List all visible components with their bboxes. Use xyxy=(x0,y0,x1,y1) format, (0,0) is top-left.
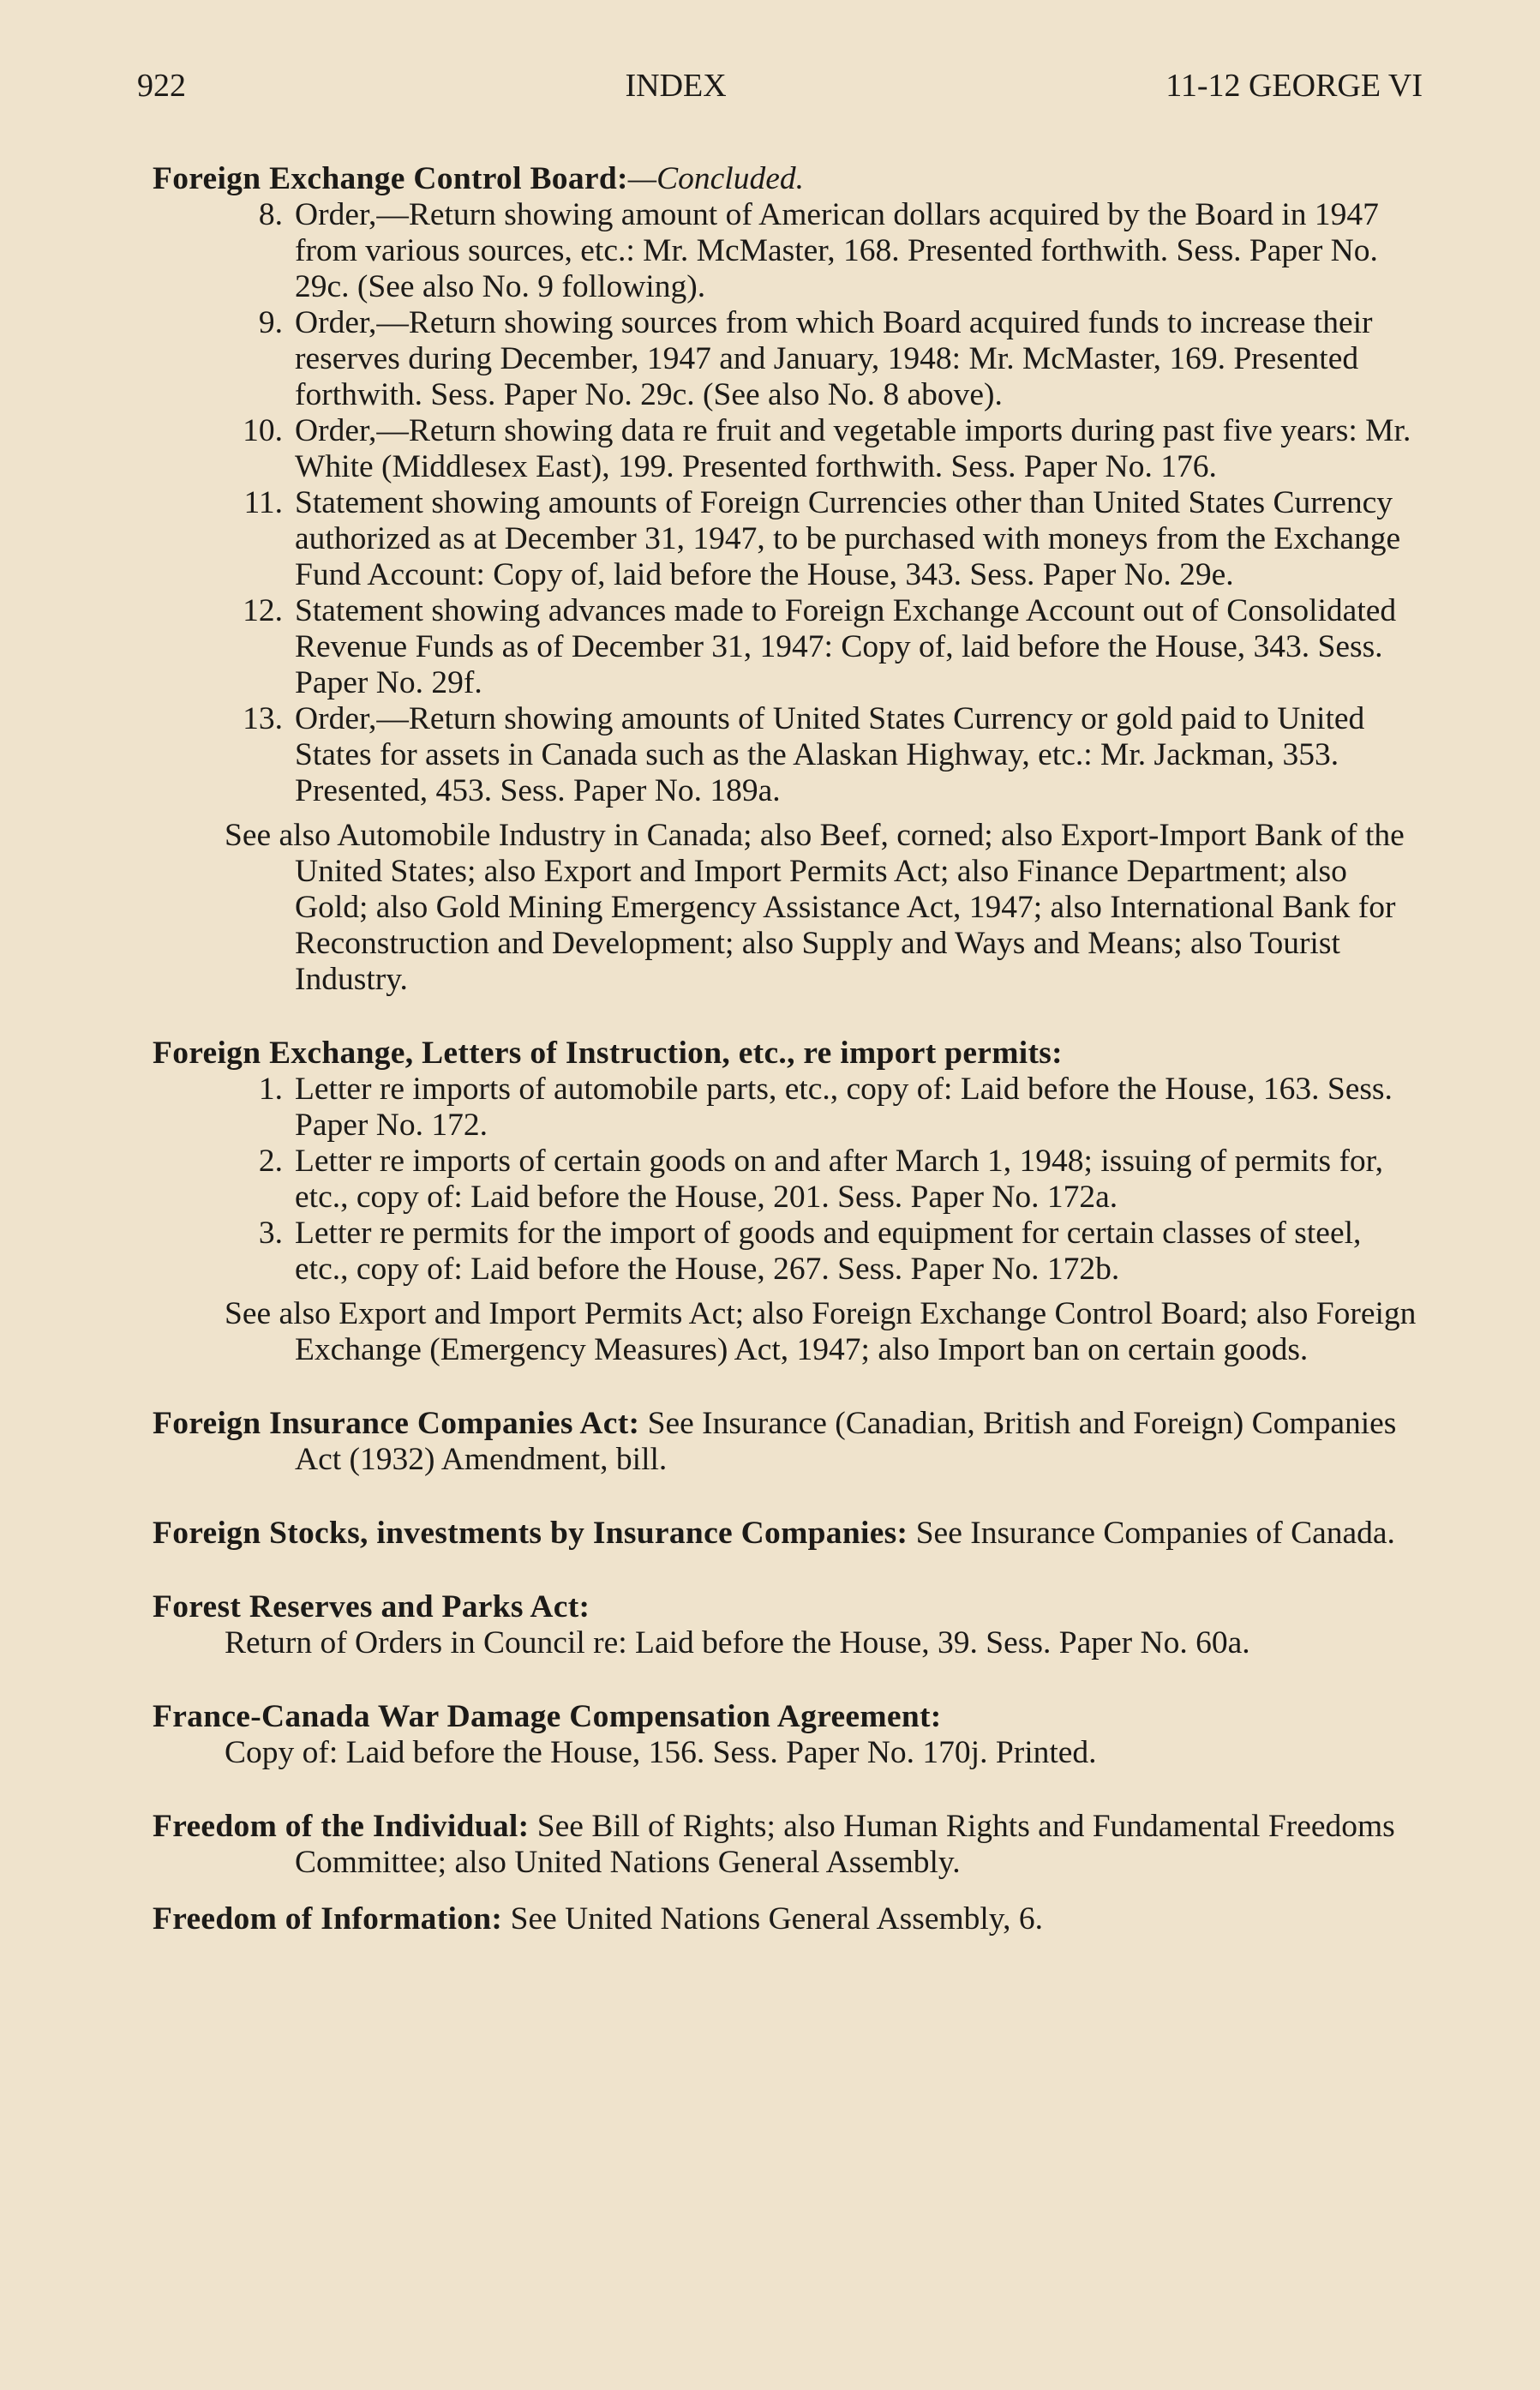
entry-heading: Foreign Exchange, Letters of Instruction, etc., re import permits: xyxy=(153,1036,1063,1071)
index-content xyxy=(153,161,1419,1958)
entry-text: See Insurance Companies of Canada. xyxy=(908,1516,1395,1551)
list-item: 13. Order,—Return showing amounts of United States Currency or gold paid to United States for assets in Canada such as the Alaskan Highway, etc.: Mr. Jackman, 353. Presented, 453. Sess. Paper No. 189a. xyxy=(243,701,1365,808)
see-also: See also Automobile Industry in Canada; also Beef, corned; also Export-Import Bank of the United States; also Export and Import Permits Act; also Finance Department; also Gold; also Gold Mining Emergency Assistance Act, 1947; also International Bank for Reconstruction and Development; also Supply and Ways and Means; also Tourist Industry. xyxy=(225,818,1405,997)
entry-heading: Foreign Exchange Control Board: xyxy=(153,161,628,196)
entry-text: See Insurance (Canadian, British and Foreign) Companies Act (1932) Amendment, bill. xyxy=(295,1406,1397,1477)
entry-heading-suffix: —Concluded. xyxy=(627,161,804,196)
list-item: 2. Letter re imports of certain goods on and after March 1, 1948; issuing of permits for, etc., copy of: Laid before the House, 201. Sess. Paper No. 172a. xyxy=(258,1144,1384,1215)
index-entry xyxy=(153,161,1419,998)
entry-heading: Foreign Insurance Companies Act: xyxy=(153,1406,640,1441)
entry-heading: Forest Reserves and Parks Act: xyxy=(153,1589,590,1624)
list-item: 9. Order,—Return showing sources from which Board acquired funds to increase their reserves during December, 1947 and January, 1948: Mr. McMaster, 169. Presented forthwith. Sess. Paper No. 29c. (See also No. 8 above). xyxy=(258,305,1373,412)
index-entry xyxy=(153,1406,1419,1478)
index-entry xyxy=(153,1589,1419,1661)
entry-heading: Freedom of Information: xyxy=(153,1901,503,1937)
index-entry xyxy=(153,1809,1419,1881)
entry-text: See United Nations General Assembly, 6. xyxy=(502,1901,1043,1937)
entry-heading: France-Canada War Damage Compensation Agreement: xyxy=(153,1699,942,1734)
list-item: 8. Order,—Return showing amount of American dollars acquired by the Board in 1947 from various sources, etc.: Mr. McMaster, 168. Presented forthwith. Sess. Paper No. 29c. (See also No. 9 following). xyxy=(258,197,1379,304)
list-item: 1. Letter re imports of automobile parts, etc., copy of: Laid before the House, 163. Sess. Paper No. 172. xyxy=(258,1072,1393,1143)
index-entry xyxy=(153,1516,1419,1552)
list-item: 3. Letter re permits for the import of goods and equipment for certain classes of steel, etc., copy of: Laid before the House, 267. Sess. Paper No. 172b. xyxy=(258,1216,1362,1287)
page-header xyxy=(137,67,1423,105)
running-title: INDEX xyxy=(625,68,727,104)
list-item: 11. Statement showing amounts of Foreign Currencies other than United States Currency authorized as at December 31, 1947, to be purchased with moneys from the Exchange Fund Account: Copy of, laid before the House, 343. Sess. Paper No. 29e. xyxy=(243,485,1401,592)
see-also: See also Export and Import Permits Act; also Foreign Exchange Control Board; also Foreign Exchange (Emergency Measures) Act, 1947; also Import ban on certain goods. xyxy=(225,1296,1417,1367)
entry-heading: Freedom of the Individual: xyxy=(153,1809,530,1844)
entry-body: Copy of: Laid before the House, 156. Sess. Paper No. 170j. Printed. xyxy=(225,1735,1097,1770)
index-entry xyxy=(153,1036,1419,1368)
list-item: 10. Order,—Return showing data re fruit and vegetable imports during past five years: Mr. White (Middlesex East), 199. Presented forthwith. Sess. Paper No. 176. xyxy=(243,413,1411,484)
entry-heading: Foreign Stocks, investments by Insurance Companies: xyxy=(153,1516,908,1551)
entry-text: See Bill of Rights; also Human Rights and Fundamental Freedoms Committee; also United Nations General Assembly. xyxy=(295,1809,1395,1880)
volume-label: 11-12 GEORGE VI xyxy=(1165,68,1423,104)
entry-body: Return of Orders in Council re: Laid before the House, 39. Sess. Paper No. 60a. xyxy=(225,1625,1250,1660)
page-number: 922 xyxy=(137,68,186,104)
index-entry xyxy=(153,1901,1419,1937)
index-entry xyxy=(153,1699,1419,1771)
list-item: 12. Statement showing advances made to Foreign Exchange Account out of Consolidated Revenue Funds as of December 31, 1947: Copy of, laid before the House, 343. Sess. Paper No. 29f. xyxy=(243,593,1397,700)
